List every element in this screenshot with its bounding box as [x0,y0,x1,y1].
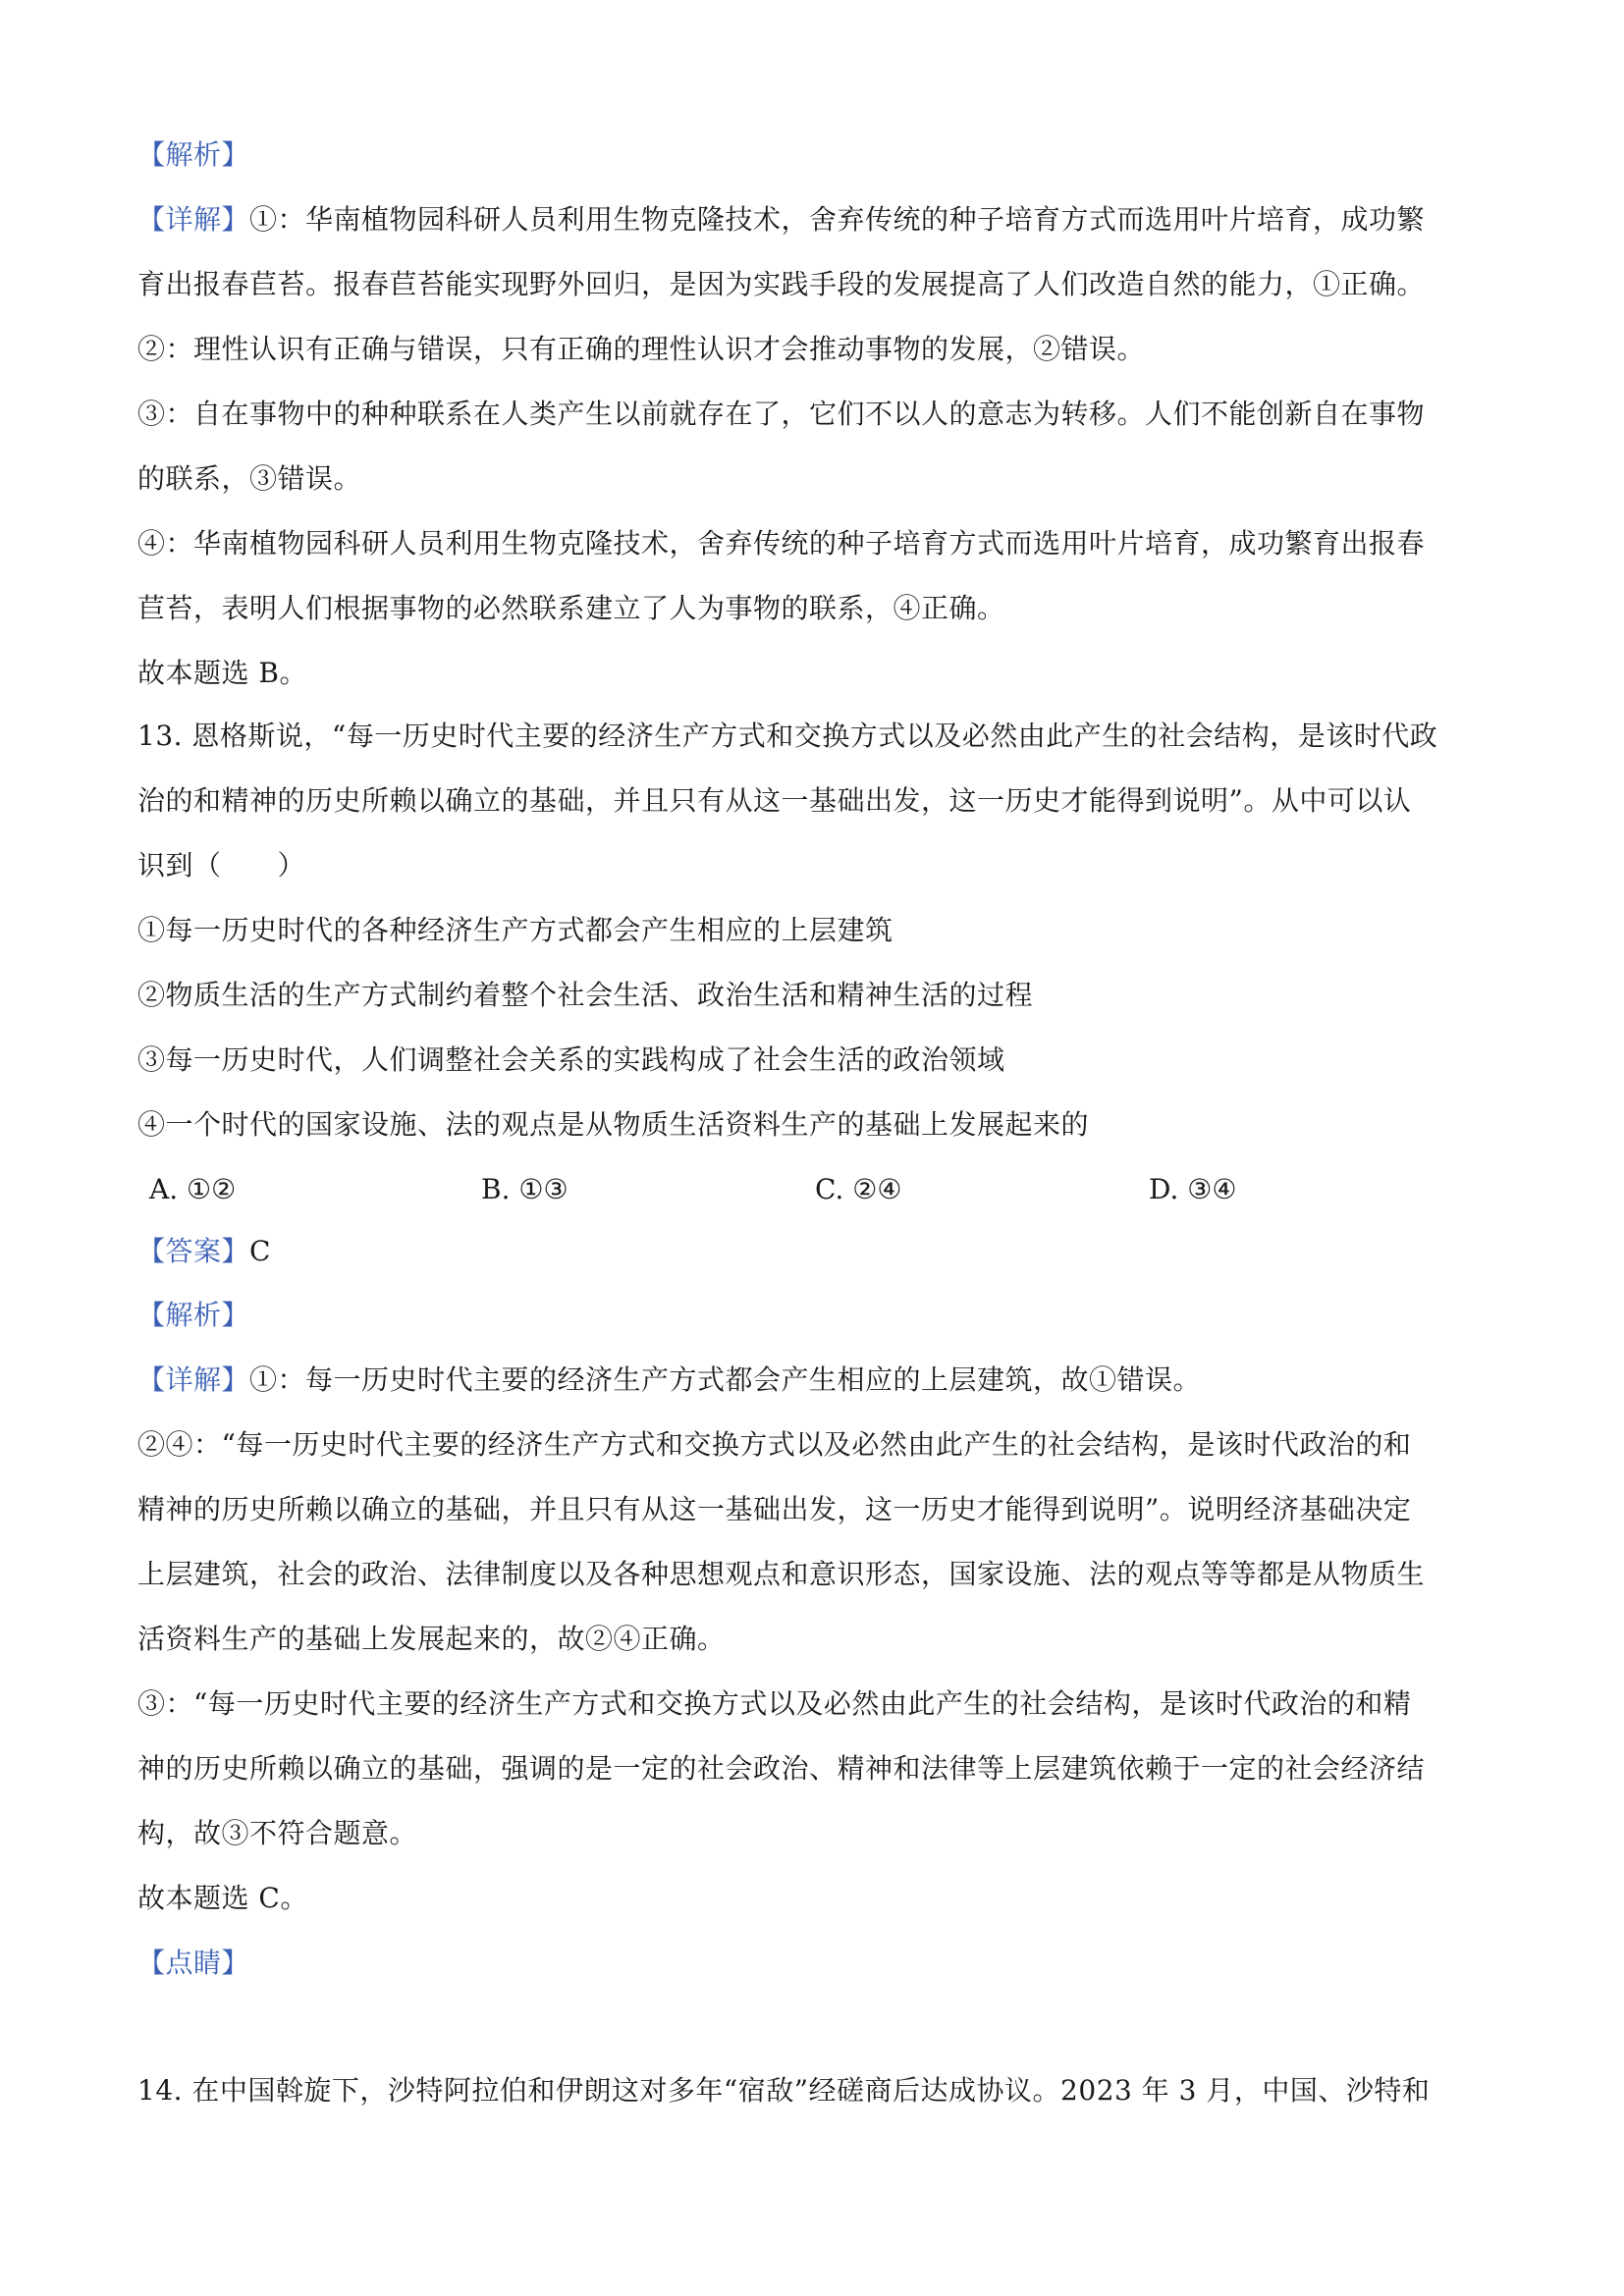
paragraph-line: 构，故③不符合题意。 [137,1817,418,1849]
paragraph-line: 上层建筑，社会的政治、法律制度以及各种思想观点和意识形态，国家设施、法的观点等等都是从物质生 [137,1558,1426,1590]
conclusion-line: 故本题选 C。 [137,1882,308,1914]
question-13-item: ①每一历史时代的各种经济生产方式都会产生相应的上层建筑 [137,914,893,946]
conclusion-line: 故本题选 B。 [137,657,307,689]
question-13-stem: 治的和精神的历史所赖以确立的基础，并且只有从这一基础出发，这一历史才能得到说明”。从中可以认 [137,784,1412,817]
xiangjie-tag: 【详解】 [137,203,250,236]
dianjing-heading [137,1942,1492,1985]
answer-line [137,1230,1492,1273]
paragraph-line: 的联系，③错误。 [137,462,362,495]
question-13-item: ②物质生活的生产方式制约着整个社会生活、政治生活和精神生活的过程 [137,979,1034,1011]
option-d: D. ③④ [1149,1173,1237,1205]
option-b: B. ①③ [481,1173,568,1205]
question-13-stem: 识到（ ） [137,849,306,881]
question-14-stem: 14. 在中国斡旋下，沙特阿拉伯和伊朗这对多年“宿敌”经磋商后达成协议。2023 年 3 月，中国、沙特和 [137,2074,1431,2107]
paragraph-line: 育出报春苣苔。报春苣苔能实现野外回归，是因为实践手段的发展提高了人们改造自然的能力，①正确。 [137,268,1426,300]
jiexi-heading [137,1294,1492,1337]
answer-tag: 【答案】 [137,1235,250,1267]
paragraph-line: 苣苔，表明人们根据事物的必然联系建立了人为事物的联系，④正确。 [137,592,1005,624]
xiangjie-line [137,198,1492,241]
option-a: A. ①② [149,1173,237,1205]
question-13-item: ③每一历史时代，人们调整社会关系的实践构成了社会生活的政治领域 [137,1043,1005,1076]
paragraph-line: ③：“每一历史时代主要的经济生产方式和交换方式以及必然由此产生的社会结构，是该时代政治的和精 [137,1687,1412,1720]
paragraph-line: ②④：“每一历史时代主要的经济生产方式和交换方式以及必然由此产生的社会结构，是该时代政治的和 [137,1428,1412,1461]
question-13-stem: 13. 恩格斯说，“每一历史时代主要的经济生产方式和交换方式以及必然由此产生的社会结构，是该时代政 [137,720,1438,752]
question-13-item: ④一个时代的国家设施、法的观点是从物质生活资料生产的基础上发展起来的 [137,1108,1090,1141]
paragraph-line: 活资料生产的基础上发展起来的，故②④正确。 [137,1623,726,1655]
paragraph-text: ①：每一历史时代主要的经济生产方式都会产生相应的上层建筑，故①错误。 [249,1363,1202,1396]
jiexi-tag: 【解析】 [137,138,250,171]
paragraph-line: 神的历史所赖以确立的基础，强调的是一定的社会政治、精神和法律等上层建筑依赖于一定的社会经济结 [137,1752,1426,1785]
xiangjie-tag: 【详解】 [137,1363,250,1396]
paragraph-line: ④：华南植物园科研人员利用生物克隆技术，舍弃传统的种子培育方式而选用叶片培育，成功繁育出报春 [137,527,1426,560]
paragraph-line: 精神的历史所赖以确立的基础，并且只有从这一基础出发，这一历史才能得到说明”。说明经济基础决定 [137,1493,1412,1525]
paragraph-line: ②：理性认识有正确与错误，只有正确的理性认识才会推动事物的发展，②错误。 [137,333,1146,365]
dianjing-tag: 【点睛】 [137,1947,250,1979]
paragraph-text: ①：华南植物园科研人员利用生物克隆技术，舍弃传统的种子培育方式而选用叶片培育，成功繁 [249,203,1426,236]
xiangjie-line [137,1359,1492,1402]
paragraph-line: ③：自在事物中的种种联系在人类产生以前就存在了，它们不以人的意志为转移。人们不能创新自在事物 [137,398,1426,430]
jiexi-tag: 【解析】 [137,1299,250,1331]
option-c: C. ②④ [815,1173,902,1205]
answer-value: C [249,1235,271,1267]
jiexi-heading [137,133,1492,177]
